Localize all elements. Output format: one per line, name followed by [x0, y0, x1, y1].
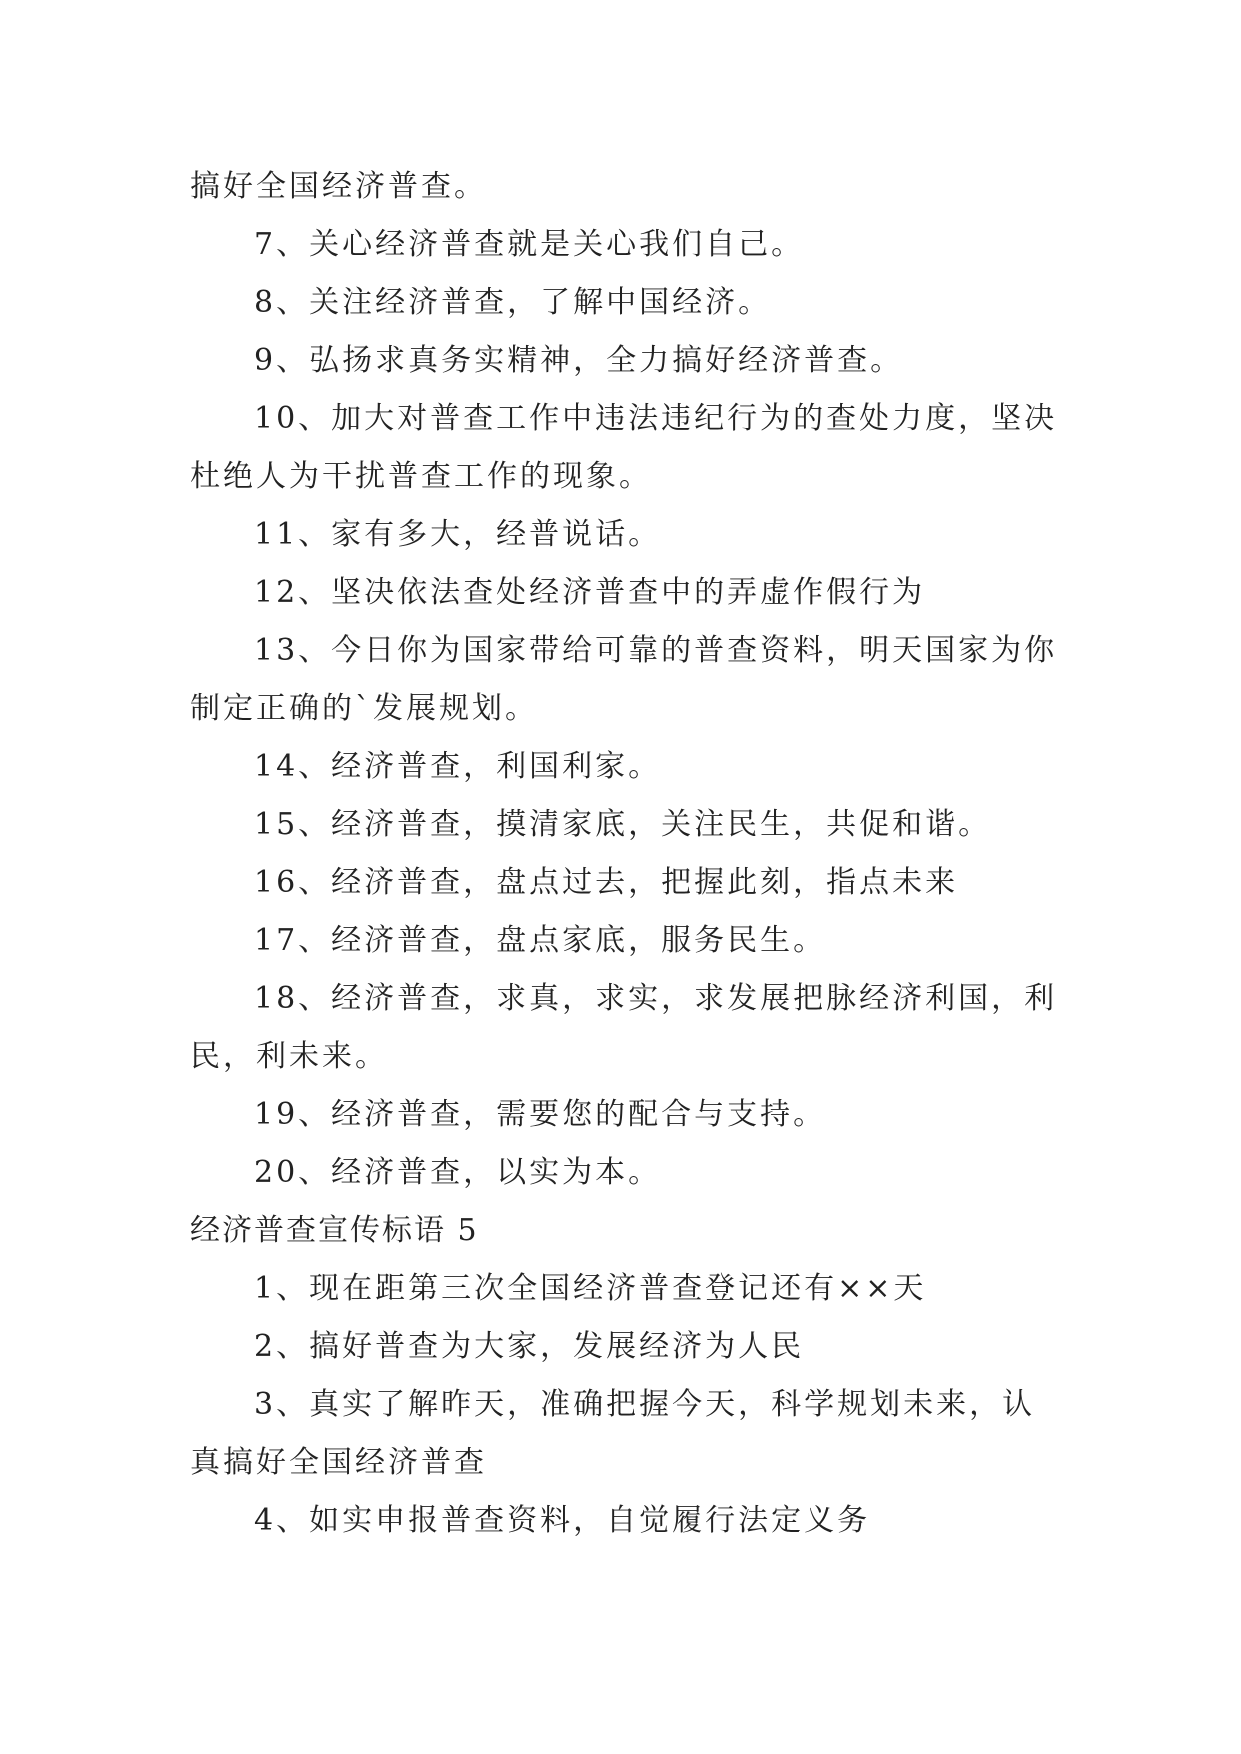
- document-body: [190, 158, 1058, 1550]
- slogan-item: 10、加大对普查工作中违法违纪行为的查处力度，坚决: [254, 401, 1058, 436]
- slogan-item: 17、经济普查，盘点家底，服务民生。: [254, 923, 827, 958]
- slogan-item: 9、弘扬求真务实精神，全力搞好经济普查。: [254, 343, 904, 378]
- slogan-item: 2、搞好普查为大家，发展经济为人民: [254, 1329, 805, 1364]
- slogan-item: 3、真实了解昨天，准确把握今天，科学规划未来，认: [254, 1387, 1036, 1422]
- slogan-item: 14、经济普查，利国利家。: [254, 749, 662, 784]
- slogan-item: 13、今日你为国家带给可靠的普查资料，明天国家为你: [254, 633, 1058, 668]
- text-line: 搞好全国经济普查。: [190, 169, 487, 204]
- text-line: 民，利未来。: [190, 1039, 388, 1074]
- slogan-item: 8、关注经济普查，了解中国经济。: [254, 285, 772, 320]
- text-line: 真搞好全国经济普查: [190, 1445, 487, 1480]
- slogan-item: 1、现在距第三次全国经济普查登记还有××天: [254, 1271, 927, 1306]
- slogan-item: 16、经济普查，盘点过去，把握此刻，指点未来: [254, 865, 959, 900]
- slogan-item: 18、经济普查，求真，求实，求发展把脉经济利国，利: [254, 981, 1058, 1016]
- slogan-item: 20、经济普查，以实为本。: [254, 1155, 662, 1190]
- section-heading: 经济普查宣传标语 5: [190, 1213, 479, 1248]
- slogan-item: 12、坚决依法查处经济普查中的弄虚作假行为: [254, 575, 926, 610]
- text-line: 制定正确的`发展规划。: [190, 691, 538, 726]
- slogan-item: 7、关心经济普查就是关心我们自己。: [254, 227, 805, 262]
- text-line: 杜绝人为干扰普查工作的现象。: [190, 459, 652, 494]
- slogan-item: 4、如实申报普查资料，自觉履行法定义务: [254, 1503, 871, 1538]
- slogan-item: 11、家有多大，经普说话。: [254, 517, 662, 552]
- slogan-item: 15、经济普查，摸清家底，关注民生，共促和谐。: [254, 807, 992, 842]
- slogan-item: 19、经济普查，需要您的配合与支持。: [254, 1097, 827, 1132]
